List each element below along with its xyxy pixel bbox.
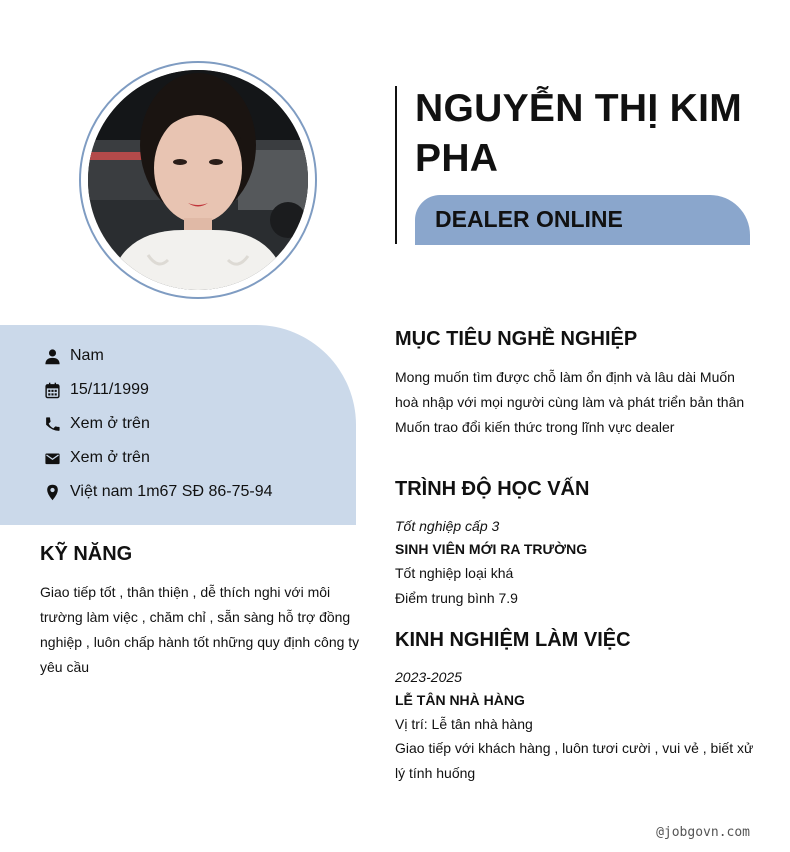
experience-description: Giao tiếp với khách hàng , luôn tươi cười , vui vẻ , biết xử lý tính huống — [395, 740, 754, 781]
gender-value: Nam — [70, 347, 104, 364]
education-detail: Điểm trung bình 7.9 — [395, 590, 518, 606]
calendar-icon — [44, 382, 61, 399]
name-divider — [395, 86, 397, 244]
full-name: NGUYỄN THỊ KIM PHA — [415, 87, 743, 180]
contact-email — [44, 447, 150, 469]
location-pin-icon — [44, 484, 61, 501]
watermark: @jobgovn.com — [656, 825, 750, 840]
objective-text: Mong muốn tìm được chỗ làm ổn định và lâu dài Muốn hoà nhập với mọi người cùng làm và phát triển bản thân Muốn trao đổi kiến thức trong lĩnh vực dealer — [395, 369, 745, 435]
phone-value: Xem ở trên — [70, 415, 150, 432]
avatar — [88, 70, 308, 290]
avatar-photo — [88, 70, 308, 290]
objective-heading: MỤC TIÊU NGHỀ NGHIỆP — [395, 328, 638, 350]
experience-position: Vị trí: Lễ tân nhà hàng — [395, 716, 533, 732]
mail-icon — [44, 450, 61, 467]
contact-gender — [44, 345, 104, 367]
skills-heading: KỸ NĂNG — [40, 543, 133, 565]
education-school: SINH VIÊN MỚI RA TRƯỜNG — [395, 541, 588, 557]
experience-period: 2023-2025 — [395, 669, 462, 685]
job-title: DEALER ONLINE — [435, 206, 623, 232]
phone-icon — [44, 416, 61, 433]
address-value: Việt nam 1m67 SĐ 86-75-94 — [70, 483, 273, 500]
education-heading: TRÌNH ĐỘ HỌC VẤN — [395, 478, 590, 500]
birthday-value: 15/11/1999 — [70, 381, 149, 398]
education-period: Tốt nghiệp cấp 3 — [395, 518, 500, 534]
person-icon — [44, 348, 61, 365]
education-detail: Tốt nghiệp loại khá — [395, 565, 514, 581]
contact-phone — [44, 413, 150, 435]
skills-text: Giao tiếp tốt , thân thiện , dễ thích nghi với môi trường làm việc , chăm chỉ , sẵn sàng hỗ trợ đồng nghiệp , luôn chấp hành tốt những quy định công ty yêu cầu — [40, 584, 360, 675]
email-value: Xem ở trên — [70, 449, 150, 466]
experience-heading: KINH NGHIỆM LÀM VIỆC — [395, 629, 631, 651]
contact-address — [44, 481, 272, 503]
experience-company: LỄ TÂN NHÀ HÀNG — [395, 692, 525, 708]
contact-birthday — [44, 379, 149, 401]
